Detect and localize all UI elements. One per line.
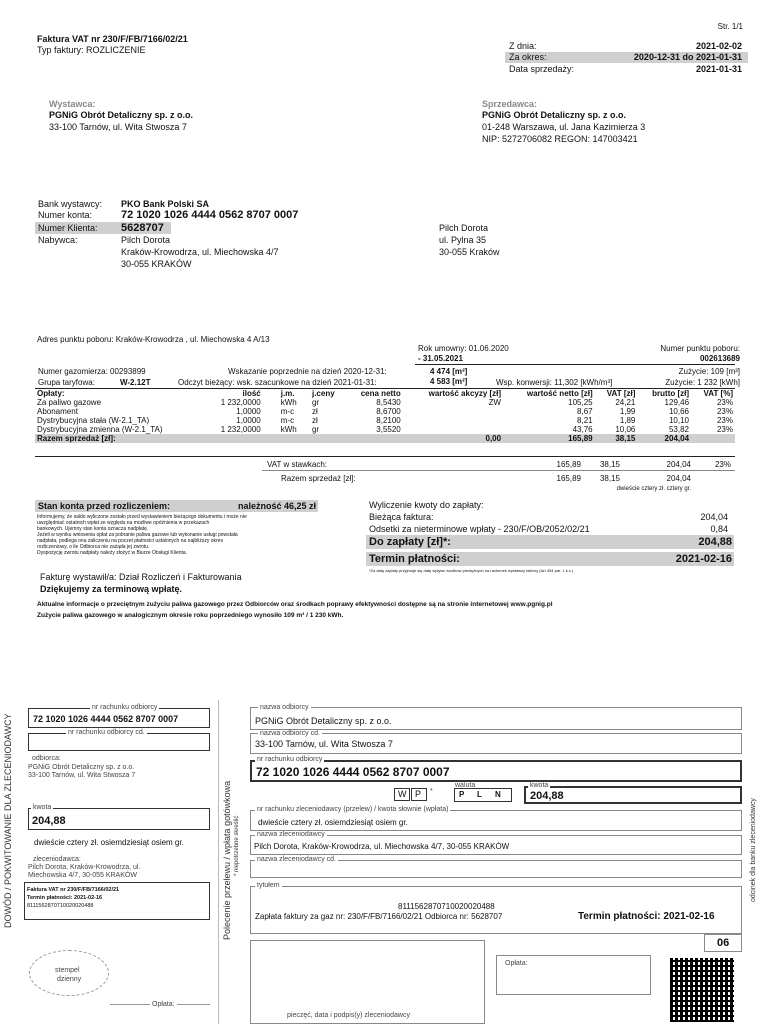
info-line-1: Aktualne informacje o przeciętnym zużyciu paliwa gazowego przez Odbiorców oraz środkach poprawy efektywności dostępne są na stronie internetowej www.pgnig.pl [37, 601, 553, 608]
issued-by: Fakturę wystawił/a: Dział Rozliczeń i Fakturowania [40, 572, 242, 582]
table-row: Abonament 1,0000 m-c zł 8,6700 8,67 1,99 10,66 23% [37, 407, 733, 416]
charges-table [35, 389, 735, 443]
invoice-type: Typ faktury: ROZLICZENIE [37, 45, 146, 55]
thanks: Dziękujemy za terminową wpłatę. [40, 584, 183, 594]
slip-title-box [250, 886, 742, 934]
table-total-row: Razem sprzedaż [zł]: 0,00 165,89 38,15 204,04 [35, 434, 735, 443]
info-line-2: Zużycie paliwa gazowego w analogicznym okresie roku poprzedniego wynosiło 109 m³ / 1 230 kWh. [37, 612, 344, 619]
table-header: Opłaty: ilość j.m. j.ceny cena netto wartość akcyzy [zł] wartość netto [zł] VAT [zł] brutto [zł] VAT [%] [37, 389, 733, 398]
table-row: Dystrybucyjna zmienna (W-2.1_TA) 1 232,0000 kWh gr 3,5520 43,76 10,06 53,82 23% [37, 425, 733, 434]
page-number: Str. 1/1 [717, 22, 743, 31]
table-row: Dystrybucyjna stała (W-2.1_TA) 1,0000 m-c zł 8,2100 8,21 1,89 10,10 23% [37, 416, 733, 425]
qr-code-icon [670, 958, 734, 1022]
invoice-title: Faktura VAT nr 230/F/FB/7166/02/21 [37, 34, 188, 44]
table-row: Za paliwo gazowe 1 232,0000 kWh gr 8,5430 ZW 105,25 24,21 129,46 23% [37, 398, 733, 407]
